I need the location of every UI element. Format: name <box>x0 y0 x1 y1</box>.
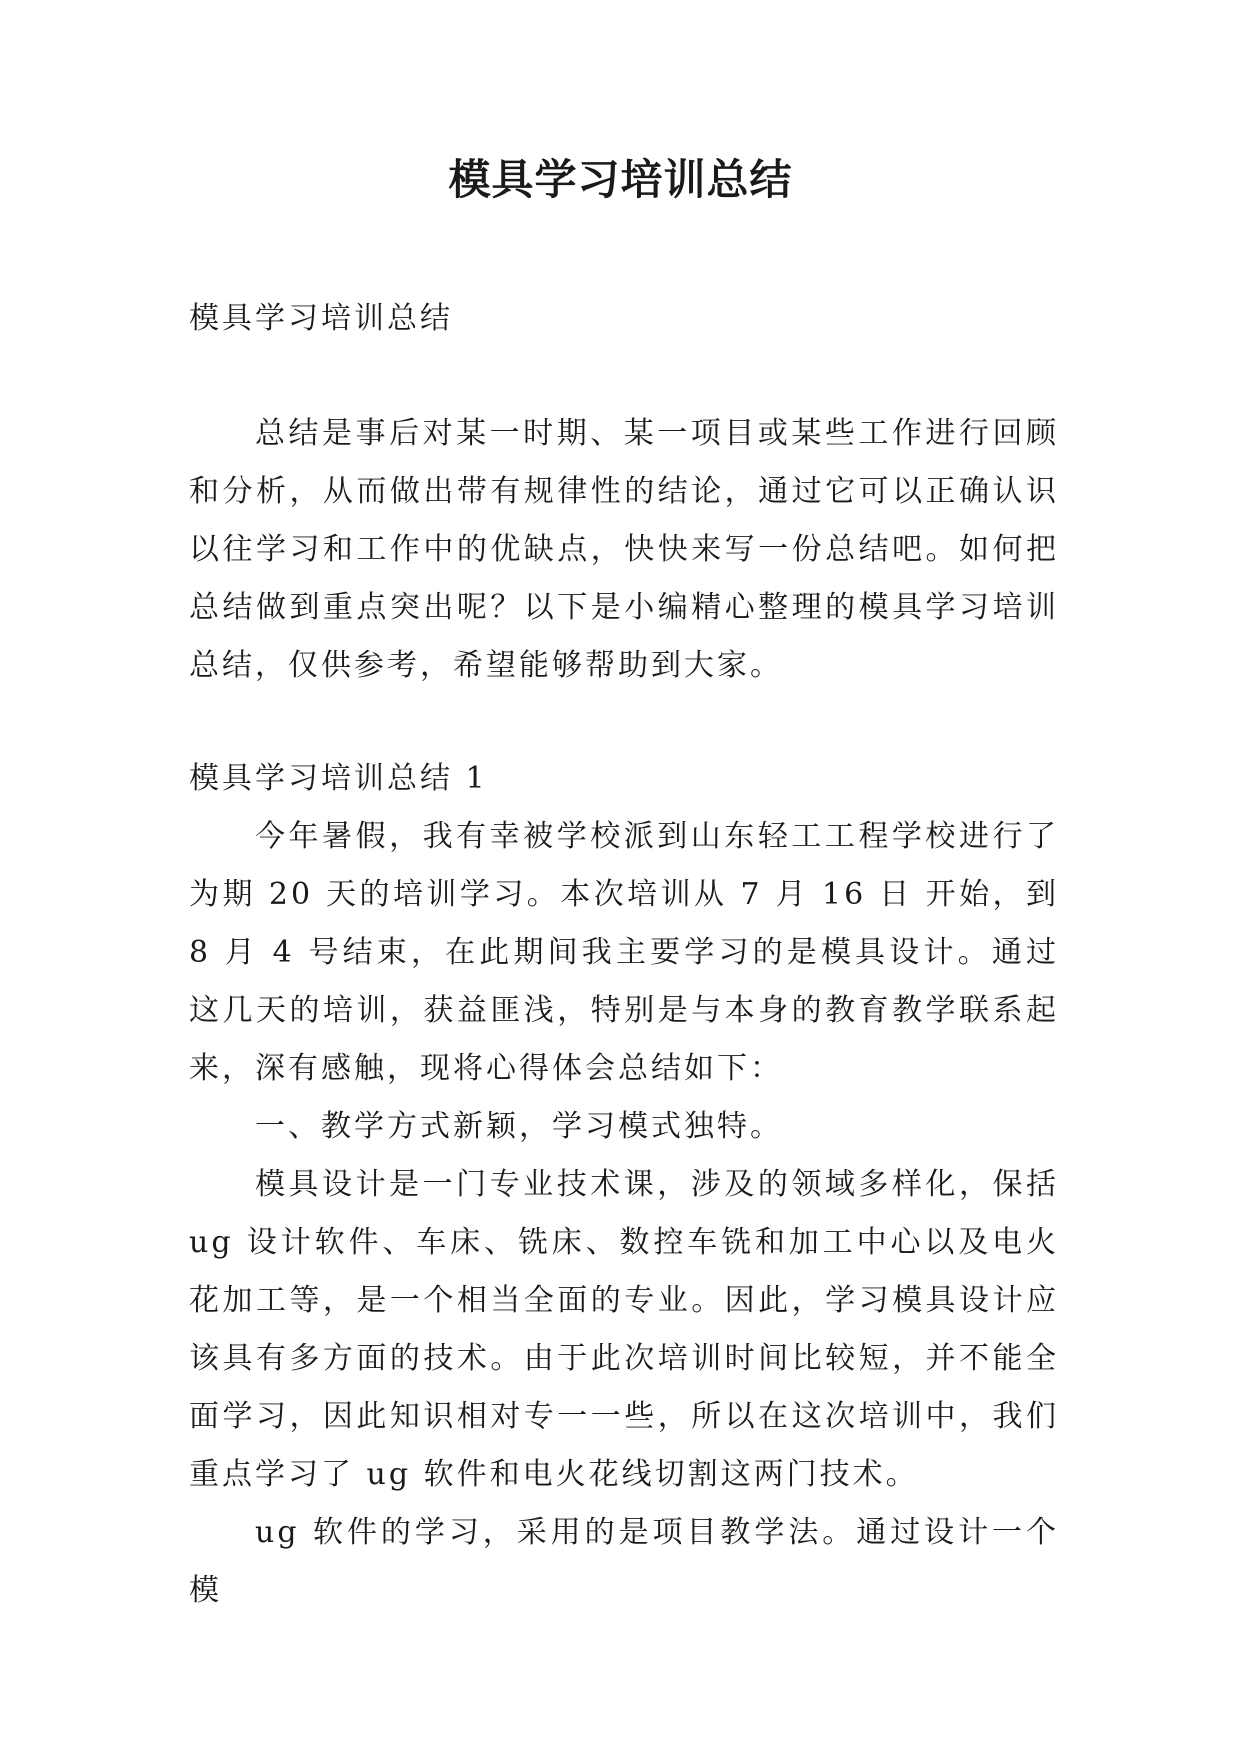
section-heading: 模具学习培训总结 1 <box>189 761 488 796</box>
body-paragraph: ug 软件的学习，采用的是项目教学法。通过设计一个模 <box>189 1515 1059 1608</box>
body-paragraph: 模具设计是一门专业技术课，涉及的领域多样化，保括 ug 设计软件、车床、铣床、数控车铣和加工中心以及电火花加工等，是一个相当全面的专业。因此，学习模具设计应该具有多方面的技术。由于此次培训时间比较短，并不能全面学习，因此知识相对专一一些，所以在这次培训中，我们重点学习了 ug 软件和电火花线切割这两门技术。 <box>189 1167 1059 1492</box>
section-point-heading: 一、教学方式新颖，学习模式独特。 <box>255 1109 783 1144</box>
intro-paragraph: 总结是事后对某一时期、某一项目或某些工作进行回顾和分析，从而做出带有规律性的结论，通过它可以正确认识以往学习和工作中的优缺点，快快来写一份总结吧。如何把总结做到重点突出呢？以下是小编精心整理的模具学习培训总结，仅供参考，希望能够帮助到大家。 <box>189 416 1059 683</box>
body-paragraph: 今年暑假，我有幸被学校派到山东轻工工程学校进行了为期 20 天的培训学习。本次培训从 7 月 16 日 开始，到 8 月 4 号结束，在此期间我主要学习的是模具设计。通过这几天的培训，获益匪浅，特别是与本身的教育教学联系起来，深有感触，现将心得体会总结如下： <box>189 819 1059 1086</box>
document-title: 模具学习培训总结 <box>448 155 793 204</box>
document-subtitle: 模具学习培训总结 <box>189 301 453 336</box>
